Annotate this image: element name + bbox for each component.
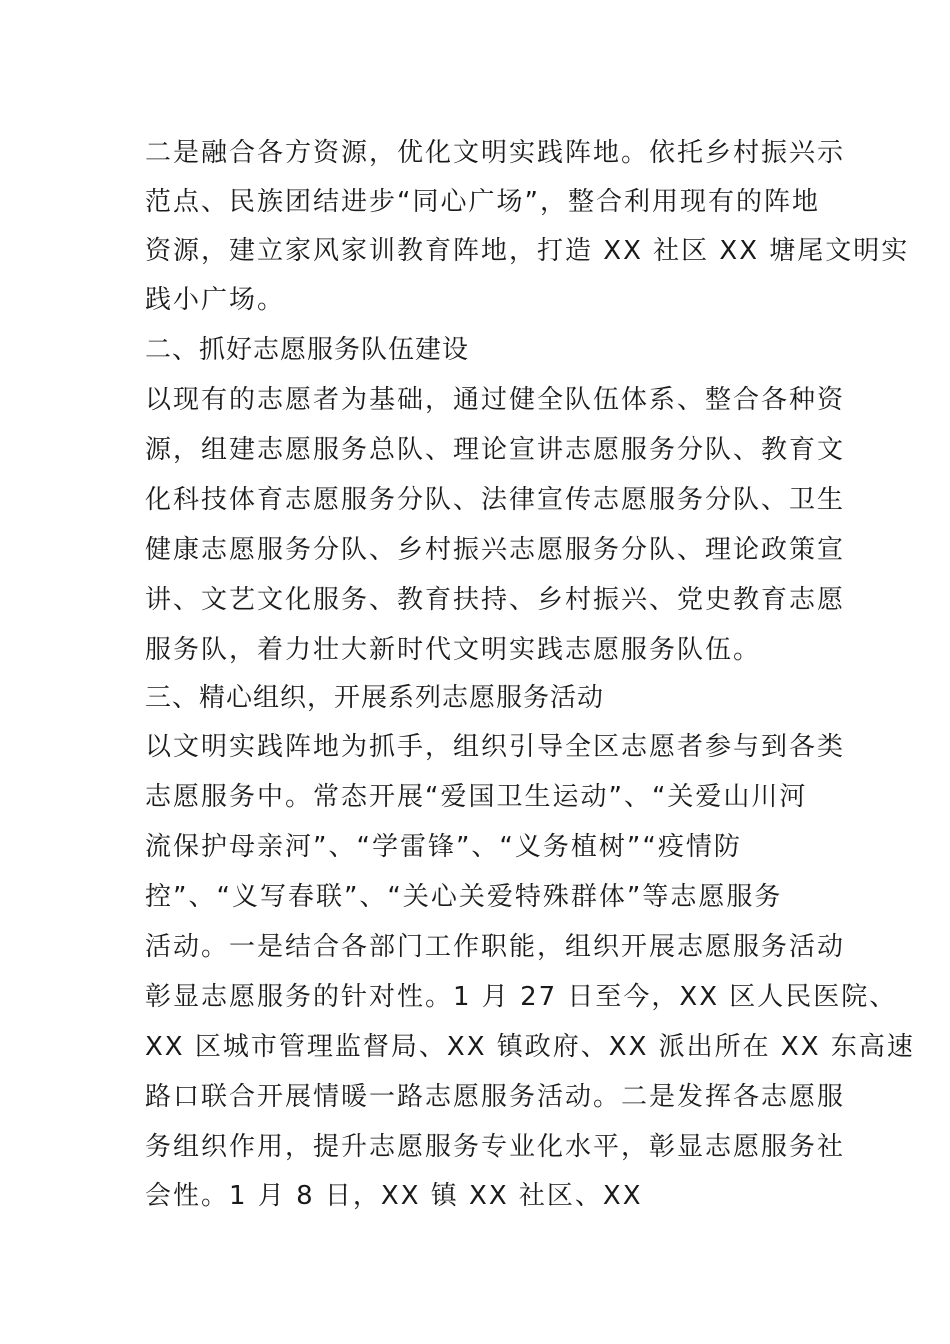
paragraph-line: 以现有的志愿者为基础，通过健全队伍体系、整合各种资	[145, 385, 846, 415]
paragraph-line: 会性。1 月 8 日，XX 镇 XX 社区、XX	[145, 1181, 643, 1211]
paragraph-line: 服务队，着力壮大新时代文明实践志愿服务队伍。	[145, 635, 762, 665]
paragraph-line: 志愿服务中。常态开展“爱国卫生运动”、“关爱山川河	[145, 782, 808, 812]
paragraph-line: 流保护母亲河”、“学雷锋”、“义务植树”“疫情防	[145, 832, 742, 862]
paragraph-line: 源，组建志愿服务总队、理论宣讲志愿服务分队、教育文	[145, 435, 846, 465]
paragraph-line: 彰显志愿服务的针对性。1 月 27 日至今，XX 区人民医院、	[145, 982, 898, 1012]
section-heading: 二、抓好志愿服务队伍建设	[145, 335, 470, 365]
paragraph-line: 控”、“义写春联”、“关心关爱特殊群体”等志愿服务	[145, 882, 783, 912]
section-heading: 三、精心组织，开展系列志愿服务活动	[145, 683, 605, 713]
paragraph-line: 范点、民族团结进步“同心广场”，整合利用现有的阵地	[145, 187, 820, 217]
paragraph-line: 践小广场。	[145, 285, 286, 315]
paragraph-line: 路口联合开展情暖一路志愿服务活动。二是发挥各志愿服	[145, 1082, 846, 1112]
paragraph-line: 以文明实践阵地为抓手，组织引导全区志愿者参与到各类	[145, 732, 846, 762]
paragraph-line: 务组织作用，提升志愿服务专业化水平，彰显志愿服务社	[145, 1132, 846, 1162]
paragraph-line: 讲、文艺文化服务、教育扶持、乡村振兴、党史教育志愿	[145, 585, 846, 615]
paragraph-line: 活动。一是结合各部门工作职能，组织开展志愿服务活动	[145, 932, 846, 962]
paragraph-line: 资源，建立家风家训教育阵地，打造 XX 社区 XX 塘尾文明实	[145, 236, 910, 266]
paragraph-line: 健康志愿服务分队、乡村振兴志愿服务分队、理论政策宣	[145, 535, 846, 565]
paragraph-line: 二是融合各方资源，优化文明实践阵地。依托乡村振兴示	[145, 138, 846, 168]
paragraph-line: XX 区城市管理监督局、XX 镇政府、XX 派出所在 XX 东高速	[145, 1032, 915, 1062]
paragraph-line: 化科技体育志愿服务分队、法律宣传志愿服务分队、卫生	[145, 485, 846, 515]
